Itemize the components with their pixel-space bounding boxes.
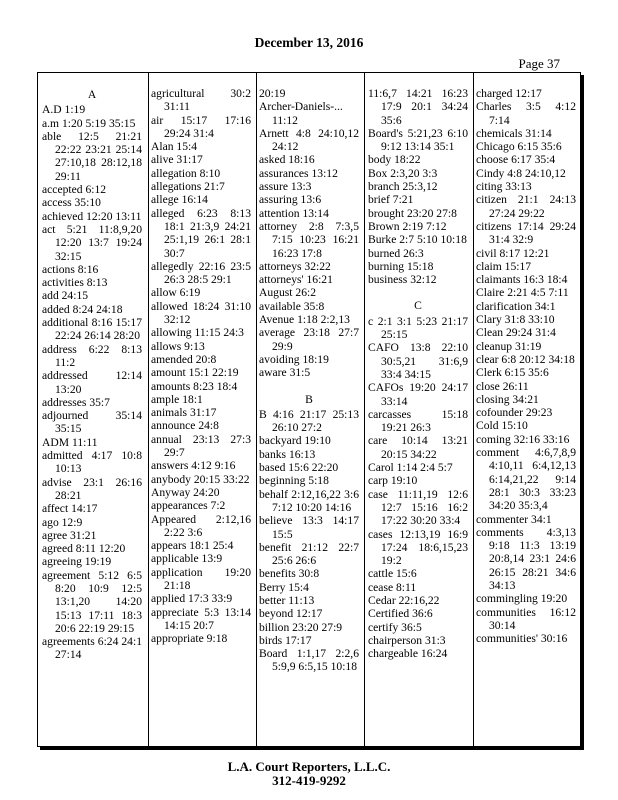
index-entry: body 18:22: [368, 153, 421, 167]
index-entry: advise 23:1 26:16 28:21: [42, 475, 142, 502]
index-entry: applied 17:3 33:9: [151, 592, 233, 606]
index-entry: brought 23:20 27:8: [368, 206, 457, 220]
index-entry: allegations 21:7: [151, 180, 225, 194]
index-entry: business 32:12: [368, 273, 437, 287]
index-entry: animals 31:17: [151, 406, 217, 420]
index-entry: Archer-Daniels-... 11:12: [259, 100, 343, 127]
index-entry: agreeing 19:19: [42, 555, 112, 569]
index-letter-heading: C: [414, 299, 422, 313]
index-letter-heading: A: [87, 88, 97, 101]
index-entry: ample 18:1: [151, 392, 203, 406]
index-entry: CAFO 13:8 22:10 30:5,21 31:6,9 33:4 34:15: [368, 341, 468, 381]
index-entry: agree 31:21: [42, 528, 97, 542]
index-entry: avoiding 18:19: [259, 352, 329, 366]
index-entry: able 12:5 21:21 22:22 23:21 25:14 27:10,18 28:12,18 29:11: [42, 129, 142, 183]
index-entry: Alan 15:4: [151, 140, 198, 154]
index-column-2: [151, 87, 251, 645]
index-entry: Cedar 22:16,22: [368, 593, 440, 607]
index-entry: based 15:6 22:20: [259, 461, 339, 475]
reporter-phone: 312-419-9292: [272, 773, 346, 788]
index-entry: comment 4:6,7,8,9 4:10,11 6:4,12,13 6:14,21,22 9:14 28:1 30:3 33:23 34:20 35:3,4: [476, 446, 576, 513]
index-entry: anybody 20:15 33:22: [151, 472, 250, 486]
index-entry: Charles 3:5 4:12 7:14: [476, 100, 576, 127]
index-entry: a.m 1:20 5:19 35:15: [42, 116, 136, 130]
index-entry: commenter 34:1: [476, 512, 552, 526]
index-entry: birds 17:17: [259, 633, 312, 647]
index-entry: commingling 19:20: [476, 592, 568, 606]
index-column-5: [476, 87, 576, 645]
index-entry: closing 34:21: [476, 392, 539, 406]
index-entry: benefits 30:8: [259, 567, 320, 581]
index-entry: ago 12:9: [42, 515, 83, 529]
index-entry: Clean 29:24 31:4: [476, 326, 556, 340]
index-entry: average 23:18 27:7 29:9: [259, 326, 359, 353]
reporter-company: L.A. Court Reporters, L.L.C.: [227, 759, 391, 774]
index-entry: alleged 6:23 8:13 18:1 21:3,9 24:21 25:1,19 26:1 28:1 30:7: [151, 206, 251, 260]
index-entry: appropriate 9:18: [151, 632, 228, 646]
index-entry: comments 4:3,13 9:18 11:3 13:19 20:8,14 23:1 24:6 26:15 28:21 34:6 34:13: [476, 525, 576, 592]
column-divider: [473, 73, 474, 746]
index-entry: Appeared 2:12,16 2:22 3:6: [151, 512, 251, 539]
index-entry: claimants 16:3 18:4: [476, 273, 568, 287]
index-entry: answers 4:12 9:16: [151, 459, 236, 473]
index-entry: burning 15:18: [368, 259, 434, 273]
index-entry: assuring 13:6: [259, 193, 322, 207]
index-entry: allows 9:13: [151, 339, 205, 353]
index-entry: agricultural 30:2 31:11: [151, 87, 251, 114]
index-entry: civil 8:17 12:21: [476, 246, 550, 260]
index-entry: achieved 12:20 13:11: [42, 209, 142, 223]
reporter-footer: [0, 760, 618, 788]
index-entry: c 2:1 3:1 5:23 21:17 25:15: [368, 314, 468, 342]
index-entry: billion 23:20 27:9: [259, 620, 343, 634]
index-entry: Board's 5:21,23 6:10 9:12 13:14 35:1: [368, 126, 468, 154]
index-entry: carp 19:10: [368, 474, 418, 488]
index-entry: cofounder 29:23: [476, 406, 553, 420]
deposition-date: December 13, 2016: [254, 35, 364, 50]
index-entry: application 19:20 21:18: [151, 565, 251, 592]
index-entry: access 35:10: [42, 196, 101, 210]
index-column-1: [42, 87, 142, 662]
word-index-box: [37, 72, 581, 747]
index-entry: accepted 6:12: [42, 183, 107, 197]
index-entry: citizens 17:14 29:24 31:4 32:9: [476, 219, 576, 247]
index-column-4: [368, 87, 468, 660]
index-entry: appearances 7:2: [151, 499, 226, 513]
index-entry: adjourned 35:14 35:15: [42, 409, 142, 436]
index-entry: applicable 13:9: [151, 552, 223, 566]
index-entry: asked 18:16: [259, 153, 315, 167]
index-entry: add 24:15: [42, 289, 89, 303]
index-entry: Box 2:3,20 3:3: [368, 166, 438, 180]
index-entry: attorneys 32:22: [259, 259, 331, 273]
index-entry: carcasses 15:18 19:21 26:3: [368, 407, 468, 435]
index-entry: case 11:11,19 12:6 12:7 15:16 16:2 17:22 30:20 33:4: [368, 487, 468, 528]
index-entry: addressed 12:14 13:20: [42, 369, 142, 396]
index-entry: believe 13:3 14:17 15:5: [259, 514, 359, 541]
index-entry: addresses 35:7: [42, 395, 110, 409]
index-entry: Board 1:1,17 2:2,6 5:9,9 6:5,15 10:18: [259, 647, 359, 674]
index-entry: chemicals 31:14: [476, 126, 552, 140]
index-entry: appreciate 5:3 13:14 14:15 20:7: [151, 605, 251, 632]
column-divider: [148, 73, 149, 746]
index-entry: allege 16:14: [151, 193, 208, 207]
letter-spacer: [368, 286, 468, 298]
index-entry: burned 26:3: [368, 246, 424, 260]
index-entry: communities' 30:16: [476, 632, 568, 646]
index-entry: agreed 8:11 12:20: [42, 542, 126, 556]
index-entry: attention 13:14: [259, 206, 329, 220]
index-entry: brief 7:21: [368, 193, 414, 207]
index-entry: behalf 2:12,16,22 3:6 7:12 10:20 14:16: [259, 487, 359, 514]
index-entry: Cindy 4:8 24:10,12: [476, 166, 566, 180]
index-entry: annual 23:13 27:3 29:7: [151, 432, 251, 460]
page-number: Page 37: [518, 56, 560, 71]
index-entry: Chicago 6:15 35:6: [476, 140, 562, 154]
index-entry: affect 14:17: [42, 502, 98, 516]
index-entry: cases 12:13,19 16:9 17:24 18:6,15,23 19:2: [368, 527, 468, 568]
index-entry: act 5:21 11:8,9,20 12:20 13:7 19:24 32:15: [42, 222, 142, 263]
index-entry: amounts 8:23 18:4: [151, 379, 238, 393]
index-letter-heading: B: [305, 392, 313, 406]
index-entry: benefit 21:12 22:7 25:6 26:6: [259, 540, 359, 568]
index-entry: Claire 2:21 4:5 7:11: [476, 286, 569, 300]
index-entry: actions 8:16: [42, 262, 99, 276]
index-entry: Anyway 24:20: [151, 485, 220, 499]
index-entry: beginning 5:18: [259, 474, 329, 488]
index-entry: ADM 11:11: [42, 435, 98, 449]
index-entry: chargeable 16:24: [368, 647, 448, 661]
index-entry: Berry 15:4: [259, 580, 309, 594]
index-entry: cease 8:11: [368, 580, 417, 594]
letter-spacer: [259, 380, 359, 392]
index-entry: Clerk 6:15 35:6: [476, 366, 549, 380]
index-entry: allowed 18:24 31:10 32:12: [151, 299, 251, 327]
index-entry: Certified 36:6: [368, 607, 433, 621]
index-entry: Clary 31:8 33:10: [476, 313, 555, 327]
index-entry: Burke 2:7 5:10 10:18: [368, 233, 467, 247]
index-entry: amount 15:1 22:19: [151, 366, 239, 380]
index-entry: banks 16:13: [259, 447, 316, 461]
index-entry: choose 6:17 35:4: [476, 153, 556, 167]
index-entry: claim 15:17: [476, 259, 532, 273]
index-entry: aware 31:5: [259, 366, 311, 380]
index-entry: Brown 2:19 7:12: [368, 219, 447, 233]
index-entry: 20:19: [259, 87, 286, 100]
index-entry: allow 6:19: [151, 286, 201, 300]
index-entry: better 11:13: [259, 593, 315, 607]
index-entry: added 8:24 24:18: [42, 302, 123, 316]
index-entry: additional 8:16 15:17 22:24 26:14 28:20: [42, 316, 142, 343]
index-entry: alive 31:17: [151, 153, 203, 167]
index-entry: Avenue 1:18 2:2,13: [259, 313, 350, 327]
index-entry: coming 32:16 33:16: [476, 432, 570, 446]
index-entry: citizen 21:1 24:13 27:24 29:22: [476, 193, 576, 220]
index-entry: agreement 5:12 6:5 8:20 10:9 12:5 13:1,20 14:20 15:13 17:11 18:3 20:6 22:19 29:15: [42, 568, 142, 635]
index-entry: air 15:17 17:16 29:24 31:4: [151, 113, 251, 140]
index-entry: attorneys' 16:21: [259, 273, 333, 287]
index-entry: certify 36:5: [368, 620, 422, 634]
column-divider: [364, 73, 365, 746]
index-entry: care 10:14 13:21 20:15 34:22: [368, 434, 468, 461]
index-entry: agreements 6:24 24:1 27:14: [42, 635, 142, 662]
index-entry: cattle 15:6: [368, 567, 417, 581]
index-entry: announce 24:8: [151, 419, 219, 433]
index-entry: address 6:22 8:13 11:2: [42, 342, 142, 369]
index-entry: assure 13:3: [259, 180, 312, 194]
index-entry: branch 25:3,12: [368, 180, 438, 194]
index-entry: appears 18:1 25:4: [151, 539, 234, 553]
index-entry: citing 33:13: [476, 180, 532, 194]
index-entry: communities 16:12 30:14: [476, 605, 576, 632]
index-entry: chairperson 31:3: [368, 633, 446, 647]
index-entry: allowing 11:15 24:3: [151, 326, 244, 340]
column-divider: [256, 73, 257, 746]
index-entry: CAFOs 19:20 24:17 33:14: [368, 381, 468, 408]
index-entry: beyond 12:17: [259, 607, 323, 621]
index-entry: allegation 8:10: [151, 166, 221, 180]
index-entry: B 4:16 21:17 25:13 26:10 27:2: [259, 407, 359, 435]
index-entry: Arnett 4:8 24:10,12 24:12: [259, 126, 359, 154]
index-entry: close 26:11: [476, 379, 529, 393]
index-entry: Cold 15:10: [476, 419, 528, 433]
index-entry: backyard 19:10: [259, 434, 331, 448]
index-entry: assurances 13:12: [259, 166, 338, 180]
index-entry: clear 6:8 20:12 34:18: [476, 352, 575, 366]
index-entry: activities 8:13: [42, 276, 108, 290]
index-entry: 11:6,7 14:21 16:23 17:9 20:1 34:24 35:6: [368, 87, 468, 127]
index-entry: August 26:2: [259, 286, 317, 300]
index-entry: amended 20:8: [151, 352, 217, 366]
index-entry: charged 12:17: [476, 87, 542, 100]
index-entry: cleanup 31:19: [476, 339, 542, 353]
index-entry: A.D 1:19: [42, 103, 86, 117]
index-entry: available 35:8: [259, 299, 325, 313]
index-column-3: [259, 87, 359, 674]
index-entry: allegedly 22:16 23:5 26:3 28:5 29:1: [151, 259, 251, 287]
index-entry: Carol 1:14 2:4 5:7: [368, 461, 453, 475]
index-entry: clarification 34:1: [476, 299, 556, 313]
index-entry: attorney 2:8 7:3,5 7:15 10:23 16:21 16:23 17:8: [259, 219, 359, 260]
index-entry: admitted 4:17 10:8 10:13: [42, 449, 142, 476]
